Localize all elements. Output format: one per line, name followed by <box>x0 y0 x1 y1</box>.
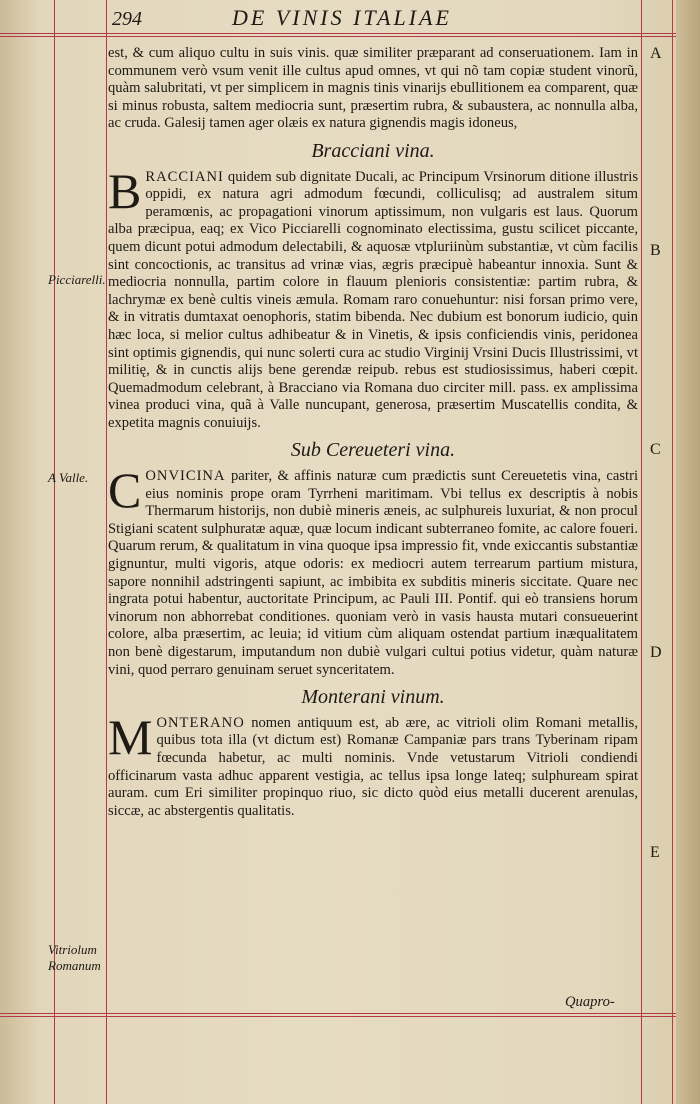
monterani-paragraph <box>108 708 638 821</box>
bracciani-text: quidem sub dignitate Ducali, ac Principum Vrsinorum ditione illustris oppidi, ex natura agri admodum fœcundi, colliculisq; ad australem situm peramœnis, ac propagationi vinorum aptissimum, non vulgaris est laus. Quorum alba præcipua, eaq; ex Vico Picciarelli cognominato electissima, gustu scilicet piccante, quem dicunt potui admodum delectabili, & aquosæ vtpluriinùm substantiæ, vt cùm facilis sint concoctionis, ac transitus ad vrinæ vias, ægris præcipuè habeantur innoxia. Sunt & mediocria nonnulla, partim colore in flauum plenioris consistentiæ: partim rubra, & lachrymæ ex benè cultis vineis æmula. Romam raro conuehuntur: nisi forsan primo vere, & in vitratis dumtaxat oenophoris, statim bibenda. Nec dubium est bonorum iudicio, quin hæc loca, si melior cultus adhibeatur & in Vinetis, & ipsis conficiendis vinis, peridonea sint optimis gignendis, qui nunc solerti cura ac studio Virginij Vrsini Ducis Illustrissimi, vt militię, & in cunctis alijs bene gerendæ reipub. rebus est studiosissimus, haberi cœpit. Quemadmodum celebrant, à Bracciano via Romana duo circiter mill. pass. ex amplissima vinea produci vina, quã à Valle nuncupant, generosa, præsertim Muscatellis condita, & expetita magnis conuiuijs. <box>108 168 638 431</box>
right-margin-rule-inner <box>641 0 642 1104</box>
catchword: Quapro- <box>565 994 615 1010</box>
margin-note-a-valle: A Valle. <box>48 470 89 485</box>
margin-note-vitriolum: Vitriolum <box>48 942 97 957</box>
section-heading-bracciani: Bracciani vina. <box>311 139 435 162</box>
section-letter-d: D <box>650 644 662 661</box>
margin-note-picciarelli: Picciarelli. <box>48 272 106 287</box>
header-rule-outer <box>0 33 700 34</box>
bracciani-paragraph <box>108 162 638 433</box>
book-gutter <box>676 0 700 1104</box>
page-number: 294 <box>112 8 142 30</box>
section-letter-c: C <box>650 441 661 458</box>
monterani-first-word: ONTERANO <box>156 714 245 731</box>
running-head: DE VINIS ITALIAE <box>232 5 452 30</box>
drop-cap-b: B <box>108 162 142 219</box>
section-heading-cerueteri: Sub Cereueteri vina. <box>290 439 456 462</box>
section-heading-monterani: Monterani vinum. <box>301 686 445 709</box>
header-rule-inner <box>0 36 700 37</box>
right-margin-rule-outer <box>672 0 673 1104</box>
footer-rule-outer <box>0 1013 700 1014</box>
section-letter-a: A <box>650 45 662 62</box>
drop-cap-c: C <box>108 462 142 519</box>
monterani-text: nomen antiquum est, ab ære, ac vitrioli olim Romani metallis, quibus tota illa (vt dictum est) Romanæ Campaniæ pars trans Tyberinam ripam fœcunda habetur, ac multi nominis. Vnde vetustarum Vitrioli condiendi officinarum vasta adhuc apparent vestigia, ac tellus ipsa longe lateq; sulphuream spirat auram. cum Eri similiter propinquo riuo, sic dicto quòd eius metalli ducerent arenulas, siccæ, ac abstergentis qualitatis. <box>108 714 638 819</box>
main-text <box>108 45 638 820</box>
left-margin-rule-outer <box>54 0 55 1104</box>
cerueteri-first-word: ONVICINA <box>145 468 226 485</box>
intro-paragraph: est, & cum aliquo cultu in suis vinis. quæ similiter præparant ad conseruationem. Iam in communem verò vsum venit ille cultus apud omnes, vt qui nõ tam copiæ student vinorũ, quàm salubritati, vt per simplicem in magnis tinis vinarijs ebullitionem ea comparent, quæ si minus robusta, saltem mediocria sunt, præsertim rubra, & subaustera, ac nonnulla alba, ac cruda. Galesij tamen ager olæis ex natura gignendis magis idoneus, <box>108 45 638 132</box>
margin-note-romanum: Romanum <box>48 958 101 973</box>
cerueteri-text: pariter, & affinis naturæ cum prædictis sunt Cereuetetis vina, castri eius nominis prope oram Tyrrheni maritimam. Vbi tellus ex descriptis à nobis Thermarum historijs, non dubiè mineris æneis, ac sulphureis luxuriat, & non procul Stigiani scatent sulphuratæ aquæ, quæ locum indicant subterraneo fomite, ac calore foueri. Quarum rerum, & qualitatum in vina quoque ipsa impressio fit, vnde exiccantis substantiæ gignuntur, multi vigoris, atque odoris: ex mediocri autem terrearum partium mistura, sapore nonnihil adstringenti sapiunt, ac imbibita ex subditis mineris siccitate. Quare nec ingrata potui habentur, auctoritate Principum, ac Pauli III. Pontif. qui eò transiens horum vinorum non abhorrebat conditiones. quoniam verò in vasis hausta mutari consueuerint colore, alba præsertim, ac leuia; id vitium cùm aliquam ostendat partium inæqualitatem non benè digestarum, imputandum non dubiè vulgari cultui potius videtur, quàm naturæ vini, quod perraro genuinam seruet synceritatem. <box>108 468 638 678</box>
drop-cap-m: M <box>108 708 153 765</box>
left-margin-rule-inner <box>106 0 107 1104</box>
section-letter-e: E <box>650 844 660 861</box>
bracciani-first-word: RACCIANI <box>145 168 224 185</box>
cerueteri-paragraph <box>108 462 638 679</box>
section-letter-b: B <box>650 242 661 259</box>
footer-rule-inner <box>0 1016 700 1017</box>
